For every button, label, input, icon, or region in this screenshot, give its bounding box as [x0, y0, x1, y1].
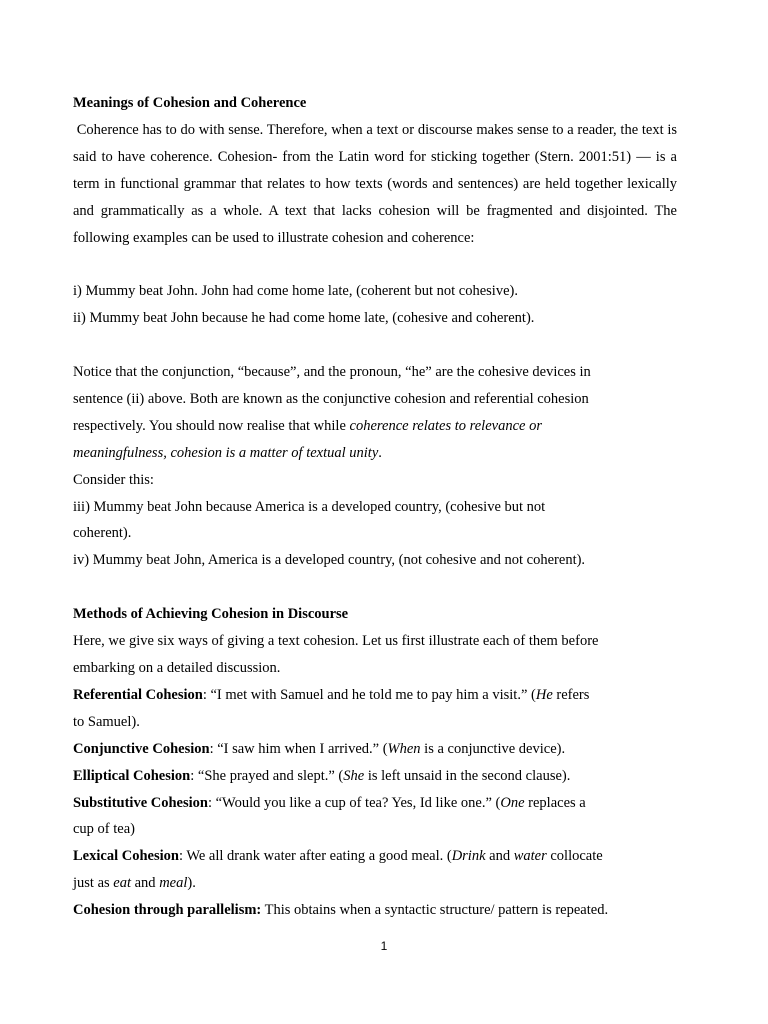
example-i: i) Mummy beat John. John had come home late, (coherent but not cohesive).: [73, 283, 518, 300]
example-iii-line-1: iii) Mummy beat John because America is a developed country, (cohesive but not: [73, 498, 546, 515]
substitutive-cohesion-line-1: [73, 790, 677, 817]
page-number: 1: [380, 939, 388, 953]
notice-italic-2: meaningfulness, cohesion is a matter of textual unity: [73, 444, 379, 461]
lexical-text-4: ).: [187, 875, 196, 892]
substitutive-italic: One: [500, 794, 525, 811]
referential-italic: He: [535, 686, 553, 703]
paragraph-spacer: [73, 574, 677, 601]
lexical-and-2: and: [131, 875, 160, 892]
lexical-italic-eat: eat: [113, 875, 131, 892]
elliptical-cohesion-line: [73, 763, 677, 790]
conjunctive-italic: When: [387, 740, 421, 757]
notice-line-4: [73, 440, 677, 467]
parallelism-text: This obtains when a syntactic structure/ pattern is repeated.: [261, 902, 609, 919]
lexical-cohesion-line-2: [73, 870, 677, 897]
referential-cohesion-line-2: to Samuel).: [73, 713, 140, 730]
referential-cohesion-line-1: [73, 682, 677, 709]
document-page: [73, 90, 681, 924]
intro-paragraph: Coherence has to do with sense. Therefore, when a text or discourse makes sense to a reader, the text is said to have coherence. Cohesion- from the Latin word for sticking together (Stern. 2001:51) — is a term in functional grammar that relates to how texts (words and sentences) are held together lexically and grammatically as a whole. A text that lacks cohesion will be fragmented and disjointed. The following examples can be used to illustrate cohesion and coherence:: [73, 121, 681, 246]
methods-intro-line-1: Here, we give six ways of giving a text cohesion. Let us first illustrate each of them before: [73, 633, 599, 650]
lexical-cohesion-line-1: [73, 843, 677, 870]
parallelism-label: Cohesion through parallelism:: [73, 902, 262, 919]
notice-italic-1: coherence relates to relevance or: [349, 417, 542, 434]
paragraph-spacer: [73, 251, 677, 278]
section-heading-methods: Methods of Achieving Cohesion in Discourse: [73, 606, 349, 623]
lexical-text: : We all drank water after eating a good meal. (: [178, 848, 452, 865]
consider-line: Consider this:: [73, 471, 154, 488]
conjunctive-label: Conjunctive Cohesion: [73, 740, 210, 757]
referential-label: Referential Cohesion: [73, 686, 203, 703]
example-iv: iv) Mummy beat John, America is a developed country, (not cohesive and not coherent).: [73, 552, 586, 569]
elliptical-text: : “She prayed and slept.” (: [190, 767, 344, 784]
lexical-text-2: collocate: [546, 848, 603, 865]
lexical-label: Lexical Cohesion: [73, 848, 179, 865]
example-iii-line-2: coherent).: [73, 525, 132, 542]
elliptical-italic: She: [343, 767, 365, 784]
notice-end: .: [378, 444, 382, 461]
methods-intro-line-2: embarking on a detailed discussion.: [73, 659, 281, 676]
parallelism-cohesion-line: [73, 897, 677, 924]
referential-text-2: refers: [552, 686, 590, 703]
substitutive-text: : “Would you like a cup of tea? Yes, Id like one.” (: [207, 794, 501, 811]
lexical-italic-drink: Drink: [451, 848, 486, 865]
lexical-and: and: [485, 848, 514, 865]
lexical-text-3: just as: [73, 875, 114, 892]
example-ii: ii) Mummy beat John because he had come home late, (cohesive and coherent).: [73, 310, 535, 327]
conjunctive-cohesion-line: [73, 736, 677, 763]
conjunctive-text-2: is a conjunctive device).: [420, 740, 566, 757]
substitutive-label: Substitutive Cohesion: [73, 794, 208, 811]
substitutive-cohesion-line-2: cup of tea): [73, 821, 135, 838]
paragraph-spacer: [73, 332, 677, 359]
notice-text: respectively. You should now realise that while: [73, 417, 350, 434]
elliptical-text-2: is left unsaid in the second clause).: [364, 767, 571, 784]
notice-line-3: [73, 413, 677, 440]
conjunctive-text: : “I saw him when I arrived.” (: [209, 740, 388, 757]
section-heading-meanings: Meanings of Cohesion and Coherence: [73, 95, 307, 111]
referential-text: : “I met with Samuel and he told me to pay him a visit.” (: [202, 686, 536, 703]
elliptical-label: Elliptical Cohesion: [73, 767, 191, 784]
lexical-italic-water: water: [513, 848, 547, 865]
notice-line-1: Notice that the conjunction, “because”, and the pronoun, “he” are the cohesive devices in: [73, 364, 591, 381]
substitutive-text-2: replaces a: [524, 794, 586, 811]
notice-line-2: sentence (ii) above. Both are known as the conjunctive cohesion and referential cohesion: [73, 390, 589, 407]
lexical-italic-meal: meal: [159, 875, 188, 892]
